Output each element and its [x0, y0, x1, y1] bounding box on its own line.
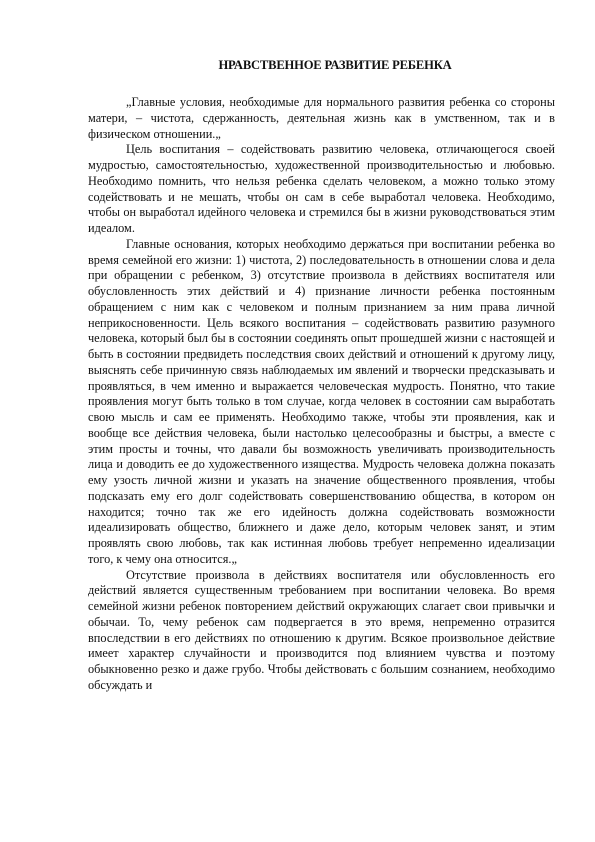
paragraph-arbitrariness: Отсутствие произвола в действиях воспитателя или обусловленность его действий является существенным требованием при воспитании человека. Во время семейной жизни ребенок повторением действий окружающих слагает свои привычки и обычаи. То, чему ребенок сам подвергается в это время, непременно отразится впоследствии в его действиях по отношению к другим. Всякое произвольное действие имеет характер случайности и производится под влиянием чувства и поэтому обыкновенно резко и даже грубо. Чтобы действовать с большим сознанием, необходимо обсуждать и	[88, 567, 555, 692]
paragraph-goal: Цель воспитания – содействовать развитию человека, отличающегося своей мудростью, самостоятельностью, художественной производительностью и любовью. Необходимо помнить, что нельзя ребенка сделать человеком, а можно только этому содействовать и не мешать, чтобы он сам в себе выработал человека. Необходимо, чтобы он выработал идейного человека и стремился бы в жизни руководствоваться этим идеалом.	[88, 142, 555, 235]
document-title: НРАВСТВЕННОЕ РАЗВИТИЕ РЕБЕНКА	[218, 58, 452, 72]
paragraph-foundations: Главные основания, которых необходимо держаться при воспитании ребенка во время семейной его жизни: 1) чистота, 2) последовательность в отношении слова и дела при обращении с ребенком, 3) отсутствие произвола в действиях воспитателя или обусловленность этих действий и 4) признание личности ребенка постоянным обращением с ним как с человеком и полным признанием за ним права личной неприкосновенности. Цель всякого воспитания – содействовать развитию разумного человека, который был бы в состоянии соединять опыт прошедшей жизни с настоящей и быть в состоянии предвидеть последствия своих действий и отношений к другому лицу, выяснять себе причинную связь наблюдаемых им явлений и творчески предсказывать и проявляться, в чем именно и выражается человеческая мудрость. Понятно, что такие проявления могут быть только в том случае, когда человек в состоянии сам выработать свою мысль и сам ее применять. Необходимо также, чтобы эти проявления, как и вообще все действия человека, были настолько целесообразны и быстры, а вместе с этим просты и точны, что давали бы возможность увеличивать производительность лица и доводить ее до художественного изящества. Мудрость человека должна показать ему узость личной жизни и указать на значение общественного проявления, чтобы подсказать ему его долг содействовать совершенствованию общества, в котором он находится; точно так же его идейность должна содействовать возможности идеализировать общество, ближнего и даже дело, которым человек занят, и этим проявлять свою любовь, так как истинная любовь требует непременно идеализации того, к чему она относится.„	[88, 236, 555, 566]
paragraph-quote: „Главные условия, необходимые для нормального развития ребенка со стороны матери, – чистота, сдержанность, деятельная жизнь как в умственном, так и в физическом отношении.„	[88, 95, 555, 141]
document-body	[88, 95, 555, 694]
